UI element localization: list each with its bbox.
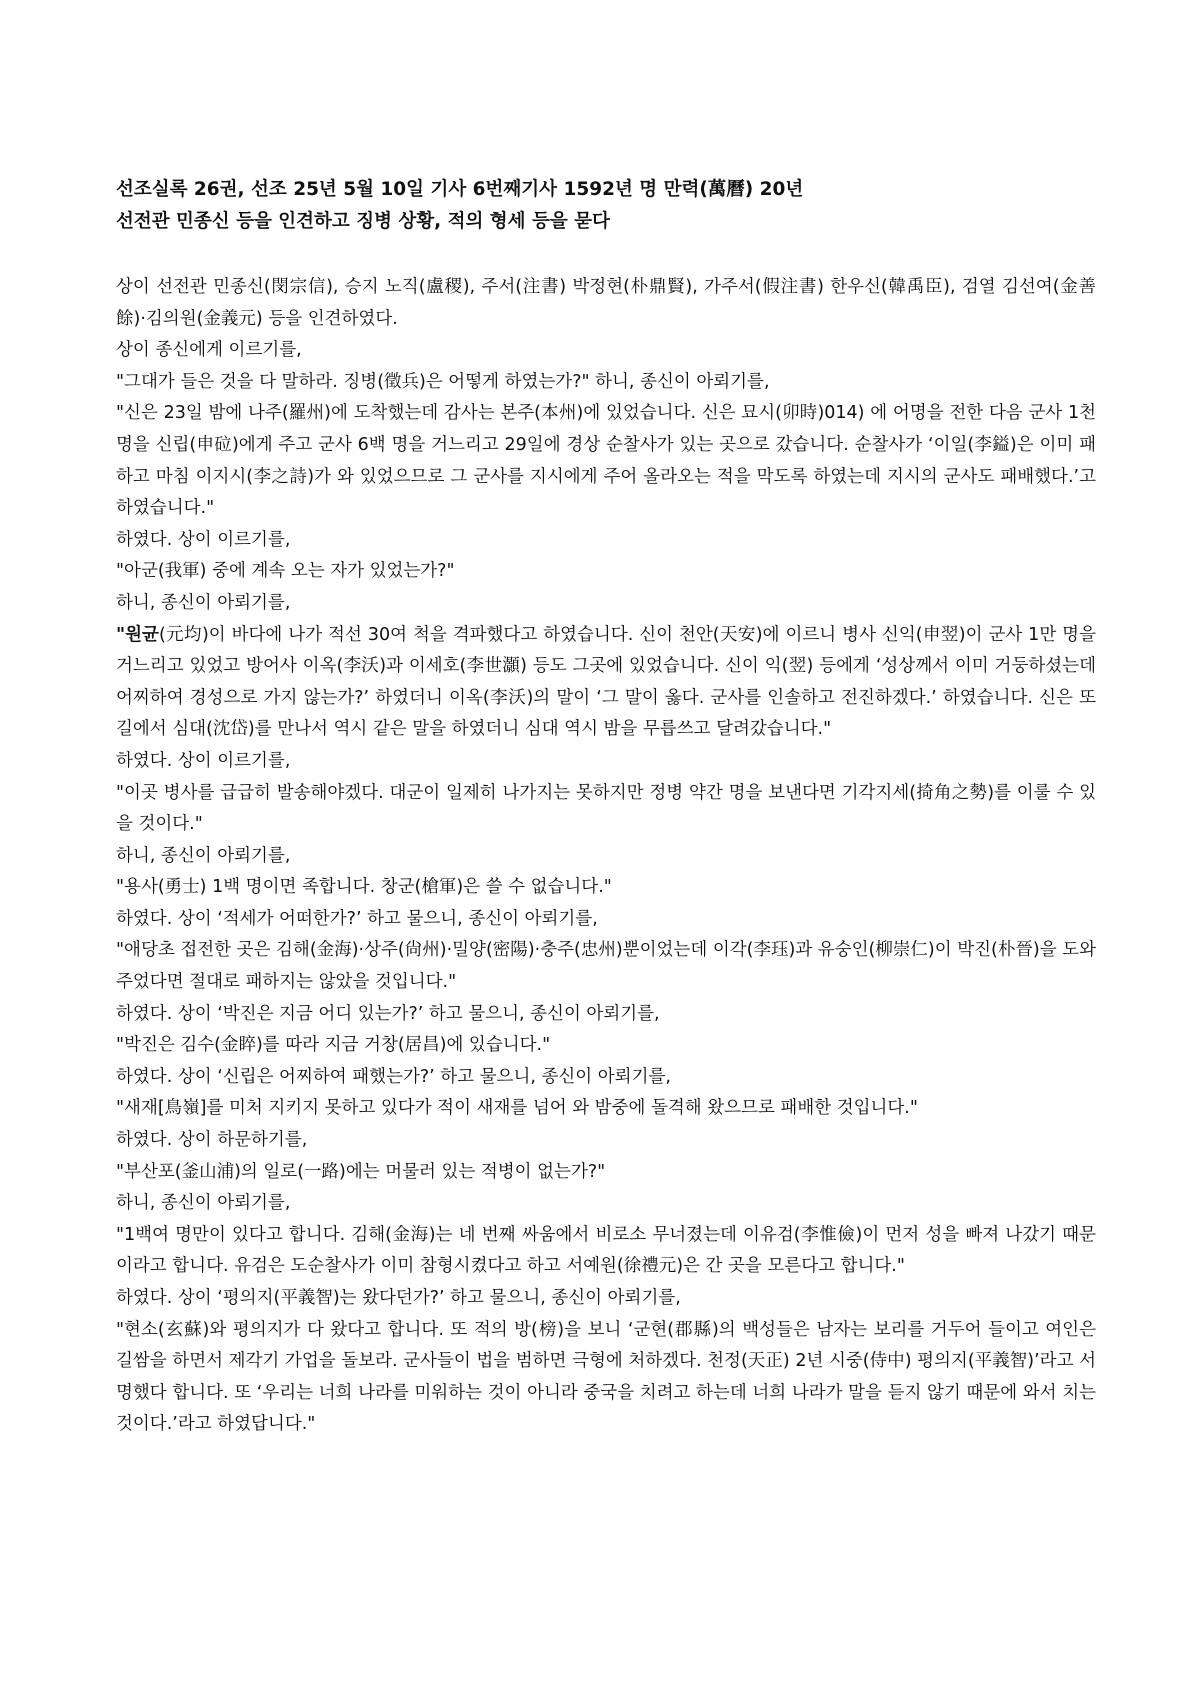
paragraph: 하니, 종신이 아뢰기를,: [116, 1193, 291, 1214]
paragraph: "박진은 김수(金睟)를 따라 지금 거창(居昌)에 있습니다.": [116, 1035, 551, 1056]
paragraph: "용사(勇士) 1백 명이면 족합니다. 창군(槍軍)은 쓸 수 없습니다.": [116, 877, 612, 898]
paragraph: "현소(玄蘇)와 평의지가 다 왔다고 합니다. 또 적의 방(榜)을 보니 ‘군현(郡縣)의 백성들은 남자는 보리를 거두어 들이고 여인은 길쌈을 하면서 제각기 가업을 돌보라. 군사들이 법을 범하면 극형에 처하겠다. 천정(天正) 2년 시중(侍中) 평의지(平義智)’라고 서명했다 합니다. 또 ‘우리는 너희 나라를 미워하는 것이 아니라 중국을 치려고 하는데 너희 나라가 말을 듣지 않기 때문에 와서 치는 것이다.’라고 하였답니다.": [116, 1319, 1096, 1435]
title-line-1: 선조실록 26권, 선조 25년 5월 10일 기사 6번째기사 1592년 명 만력(萬曆) 20년: [116, 179, 804, 200]
title-line-2: 선전관 민종신 등을 인견하고 징병 상황, 적의 형세 등을 묻다: [116, 211, 610, 232]
document-body: [116, 272, 1096, 1441]
document-title: [116, 174, 1096, 238]
paragraph: "1백여 명만이 있다고 합니다. 김해(金海)는 네 번째 싸움에서 비로소 무너졌는데 이유검(李惟儉)이 먼저 성을 빠져 나갔기 때문이라고 합니다. 유검은 도순찰사가 이미 참형시켰다고 하고 서예원(徐禮元)은 간 곳을 모른다고 합니다.": [116, 1224, 1096, 1277]
paragraph: "애당초 접전한 곳은 김해(金海)·상주(尙州)·밀양(密陽)·충주(忠州)뿐이었는데 이각(李珏)과 유숭인(柳崇仁)이 박진(朴晉)을 도와 주었다면 절대로 패하지는 않았을 것입니다.": [116, 940, 1096, 993]
paragraph: "새재[鳥嶺]를 미처 지키지 못하고 있다가 적이 새재를 넘어 와 밤중에 돌격해 왔으므로 패배한 것입니다.": [116, 1098, 918, 1119]
paragraph: "부산포(釜山浦)의 일로(一路)에는 머물러 있는 적병이 없는가?": [116, 1161, 606, 1182]
paragraph: 하였다. 상이 ‘박진은 지금 어디 있는가?’ 하고 물으니, 종신이 아뢰기를,: [116, 1003, 660, 1024]
paragraph: 하니, 종신이 아뢰기를,: [116, 845, 291, 866]
paragraph: 하니, 종신이 아뢰기를,: [116, 592, 291, 613]
paragraph: "그대가 들은 것을 다 말하라. 징병(徵兵)은 어떻게 하였는가?" 하니, 종신이 아뢰기를,: [116, 371, 770, 392]
paragraph: "아군(我軍) 중에 계속 오는 자가 있었는가?": [116, 561, 455, 582]
paragraph: 하였다. 상이 ‘평의지(平義智)는 왔다던가?’ 하고 물으니, 종신이 아뢰기를,: [116, 1288, 681, 1308]
paragraph: "이곳 병사를 급급히 발송해야겠다. 대군이 일제히 나가지는 못하지만 정병 약간 명을 보낸다면 기각지세(掎角之勢)를 이룰 수 있을 것이다.": [116, 782, 1096, 835]
paragraph: 하였다. 상이 이르기를,: [116, 529, 291, 550]
paragraph: 하였다. 상이 이르기를,: [116, 750, 291, 771]
document-page: [116, 174, 1096, 1441]
paragraph: 하였다. 상이 ‘적세가 어떠한가?’ 하고 물으니, 종신이 아뢰기를,: [116, 908, 598, 929]
paragraph: "신은 23일 밤에 나주(羅州)에 도착했는데 감사는 본주(本州)에 있었습니다. 신은 묘시(卯時)014) 에 어명을 전한 다음 군사 1천 명을 신립(申砬)에게 주고 군사 6백 명을 거느리고 29일에 경상 순찰사가 있는 곳으로 갔습니다. 순찰사가 ‘이일(李鎰)은 이미 패하고 마침 이지시(李之詩)가 와 있었으므로 그 군사를 지시에게 주어 올라오는 적을 막도록 하였는데 지시의 군사도 패배했다.’고 하였습니다.": [116, 403, 1096, 519]
paragraph: 상이 종신에게 이르기를,: [116, 340, 302, 361]
paragraph: 하였다. 상이 ‘신립은 어찌하여 패했는가?’ 하고 물으니, 종신이 아뢰기를,: [116, 1066, 671, 1087]
paragraph: 하였다. 상이 하문하기를,: [116, 1130, 308, 1151]
paragraph: "원균(元均)이 바다에 나가 적선 30여 척을 격파했다고 하였습니다. 신이 천안(天安)에 이르니 병사 신익(申翌)이 군사 1만 명을 거느리고 있었고 방어사 이옥(李沃)과 이세호(李世灝) 등도 그곳에 있었습니다. 신이 익(翌) 등에게 ‘성상께서 이미 거둥하셨는데 어찌하여 경성으로 가지 않는가?’ 하였더니 이옥(李沃)의 말이 ‘그 말이 옳다. 군사를 인솔하고 전진하겠다.’ 하였습니다. 신은 또 길에서 심대(沈岱)를 만나서 역시 같은 말을 하였더니 심대 역시 밤을 무릅쓰고 달려갔습니다.": [116, 624, 1096, 740]
bold-name: "원균: [116, 624, 159, 645]
paragraph: 상이 선전관 민종신(閔宗信), 승지 노직(盧稷), 주서(注書) 박정현(朴鼎賢), 가주서(假注書) 한우신(韓禹臣), 검열 김선여(金善餘)·김의원(金義元) 등을 인견하였다.: [116, 277, 1096, 329]
